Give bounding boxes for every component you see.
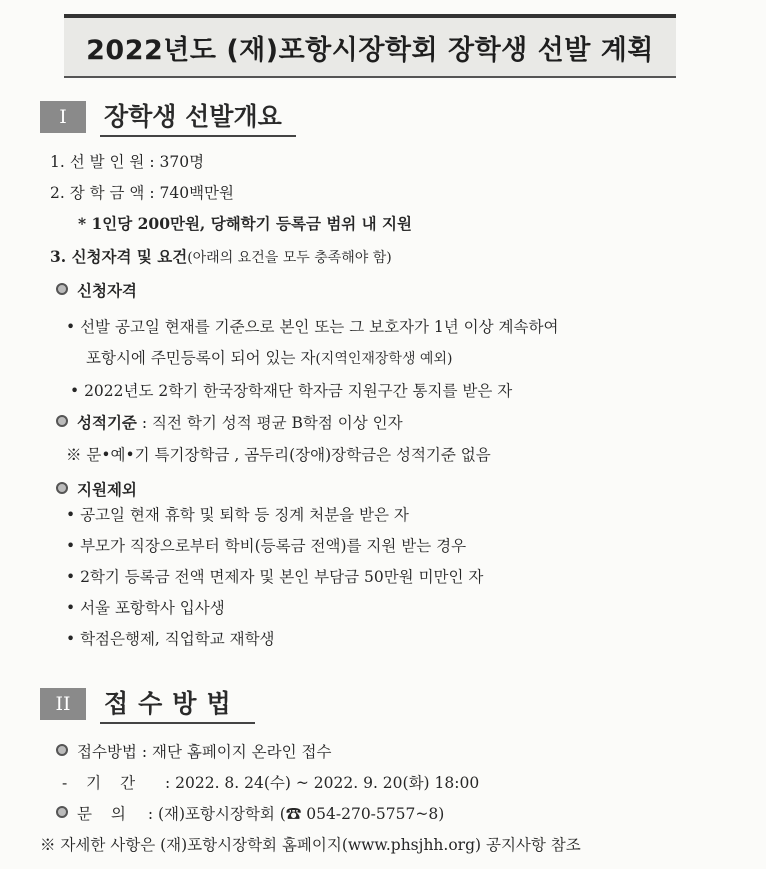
exclusion-item: • 공고일 현재 휴학 및 퇴학 등 징계 처분을 받은 자 bbox=[66, 506, 409, 524]
item-1 bbox=[50, 150, 204, 172]
footer-note: ※ 자세한 사항은 (재)포항시장학회 홈페이지(www.phsjhh.org) 공지사항 참조 bbox=[40, 836, 581, 854]
exclusion-item: • 2학기 등록금 전액 면제자 및 본인 부담금 50만원 미만인 자 bbox=[66, 568, 484, 586]
section-2-number: II bbox=[40, 688, 86, 720]
qualification-1b-text: 포항시에 주민등록이 되어 있는 자 bbox=[86, 349, 316, 367]
section-1-number: I bbox=[40, 101, 86, 133]
exclusion-item: • 학점은행제, 직업학교 재학생 bbox=[66, 630, 275, 648]
qualification-1b bbox=[86, 346, 452, 368]
qualification-1a: • 선발 공고일 현재를 기준으로 본인 또는 그 보호자가 1년 이상 계속하여 bbox=[66, 318, 559, 336]
grade-line bbox=[56, 411, 403, 433]
grade-title: 성적기준 bbox=[77, 413, 137, 432]
item-2 bbox=[50, 181, 234, 203]
item-2-note: * 1인당 200만원, 당해학기 등록금 범위 내 지원 bbox=[78, 214, 412, 233]
item-3-paren: (아래의 요건을 모두 충족해야 함) bbox=[187, 250, 392, 266]
exclusion-item: • 서울 포항학사 입사생 bbox=[66, 599, 225, 617]
section-1-title: 장학생 선발개요 bbox=[100, 97, 296, 137]
grade-note: ※ 문•예•기 특기장학금 , 곰두리(장애)장학금은 성적기준 없음 bbox=[66, 446, 491, 464]
period-label: - 기 간 bbox=[62, 774, 143, 792]
page-title-box bbox=[64, 14, 676, 78]
circle-bullet-icon bbox=[56, 482, 68, 494]
contact-label: 문 의 bbox=[77, 805, 133, 823]
section-2-title: 접수방법 bbox=[100, 684, 255, 724]
item-2-label: 2. 장 학 금 액 : bbox=[50, 184, 155, 202]
exclusion-title: 지원제외 bbox=[77, 480, 137, 499]
method-text: 접수방법 : 재단 홈페이지 온라인 접수 bbox=[77, 743, 332, 761]
section-2-header bbox=[40, 687, 255, 721]
item-2-value: 740백만원 bbox=[159, 184, 234, 202]
exclusion-heading bbox=[56, 478, 137, 500]
qualification-title: 신청자격 bbox=[77, 281, 137, 300]
qualification-heading bbox=[56, 279, 137, 301]
circle-bullet-icon bbox=[56, 415, 68, 427]
contact-line bbox=[56, 802, 444, 824]
item-1-label: 1. 선 발 인 원 : bbox=[50, 153, 155, 171]
qualification-1b-paren: (지역인재장학생 예외) bbox=[315, 351, 453, 367]
period-value: : 2022. 8. 24(수) ~ 2022. 9. 20(화) 18:00 bbox=[164, 774, 480, 792]
grade-text: : 직전 학기 성적 평균 B학점 이상 인자 bbox=[141, 414, 403, 432]
method-line bbox=[56, 740, 331, 762]
qualification-2: • 2022년도 2학기 한국장학재단 학자금 지원구간 통지를 받은 자 bbox=[70, 382, 513, 400]
contact-value: : (재)포항시장학회 (☎ 054-270-5757~8) bbox=[147, 805, 445, 823]
circle-bullet-icon bbox=[56, 744, 68, 756]
item-3-label: 3. 신청자격 및 요건 bbox=[50, 247, 188, 266]
circle-bullet-icon bbox=[56, 806, 68, 818]
item-1-value: 370명 bbox=[159, 153, 205, 171]
page-title: 2022년도 (재)포항시장학회 장학생 선발 계획 bbox=[86, 34, 654, 66]
item-3 bbox=[50, 245, 392, 267]
period-line bbox=[62, 771, 479, 793]
section-1-header bbox=[40, 100, 296, 134]
circle-bullet-icon bbox=[56, 283, 68, 295]
exclusion-item: • 부모가 직장으로부터 학비(등록금 전액)를 지원 받는 경우 bbox=[66, 537, 467, 555]
